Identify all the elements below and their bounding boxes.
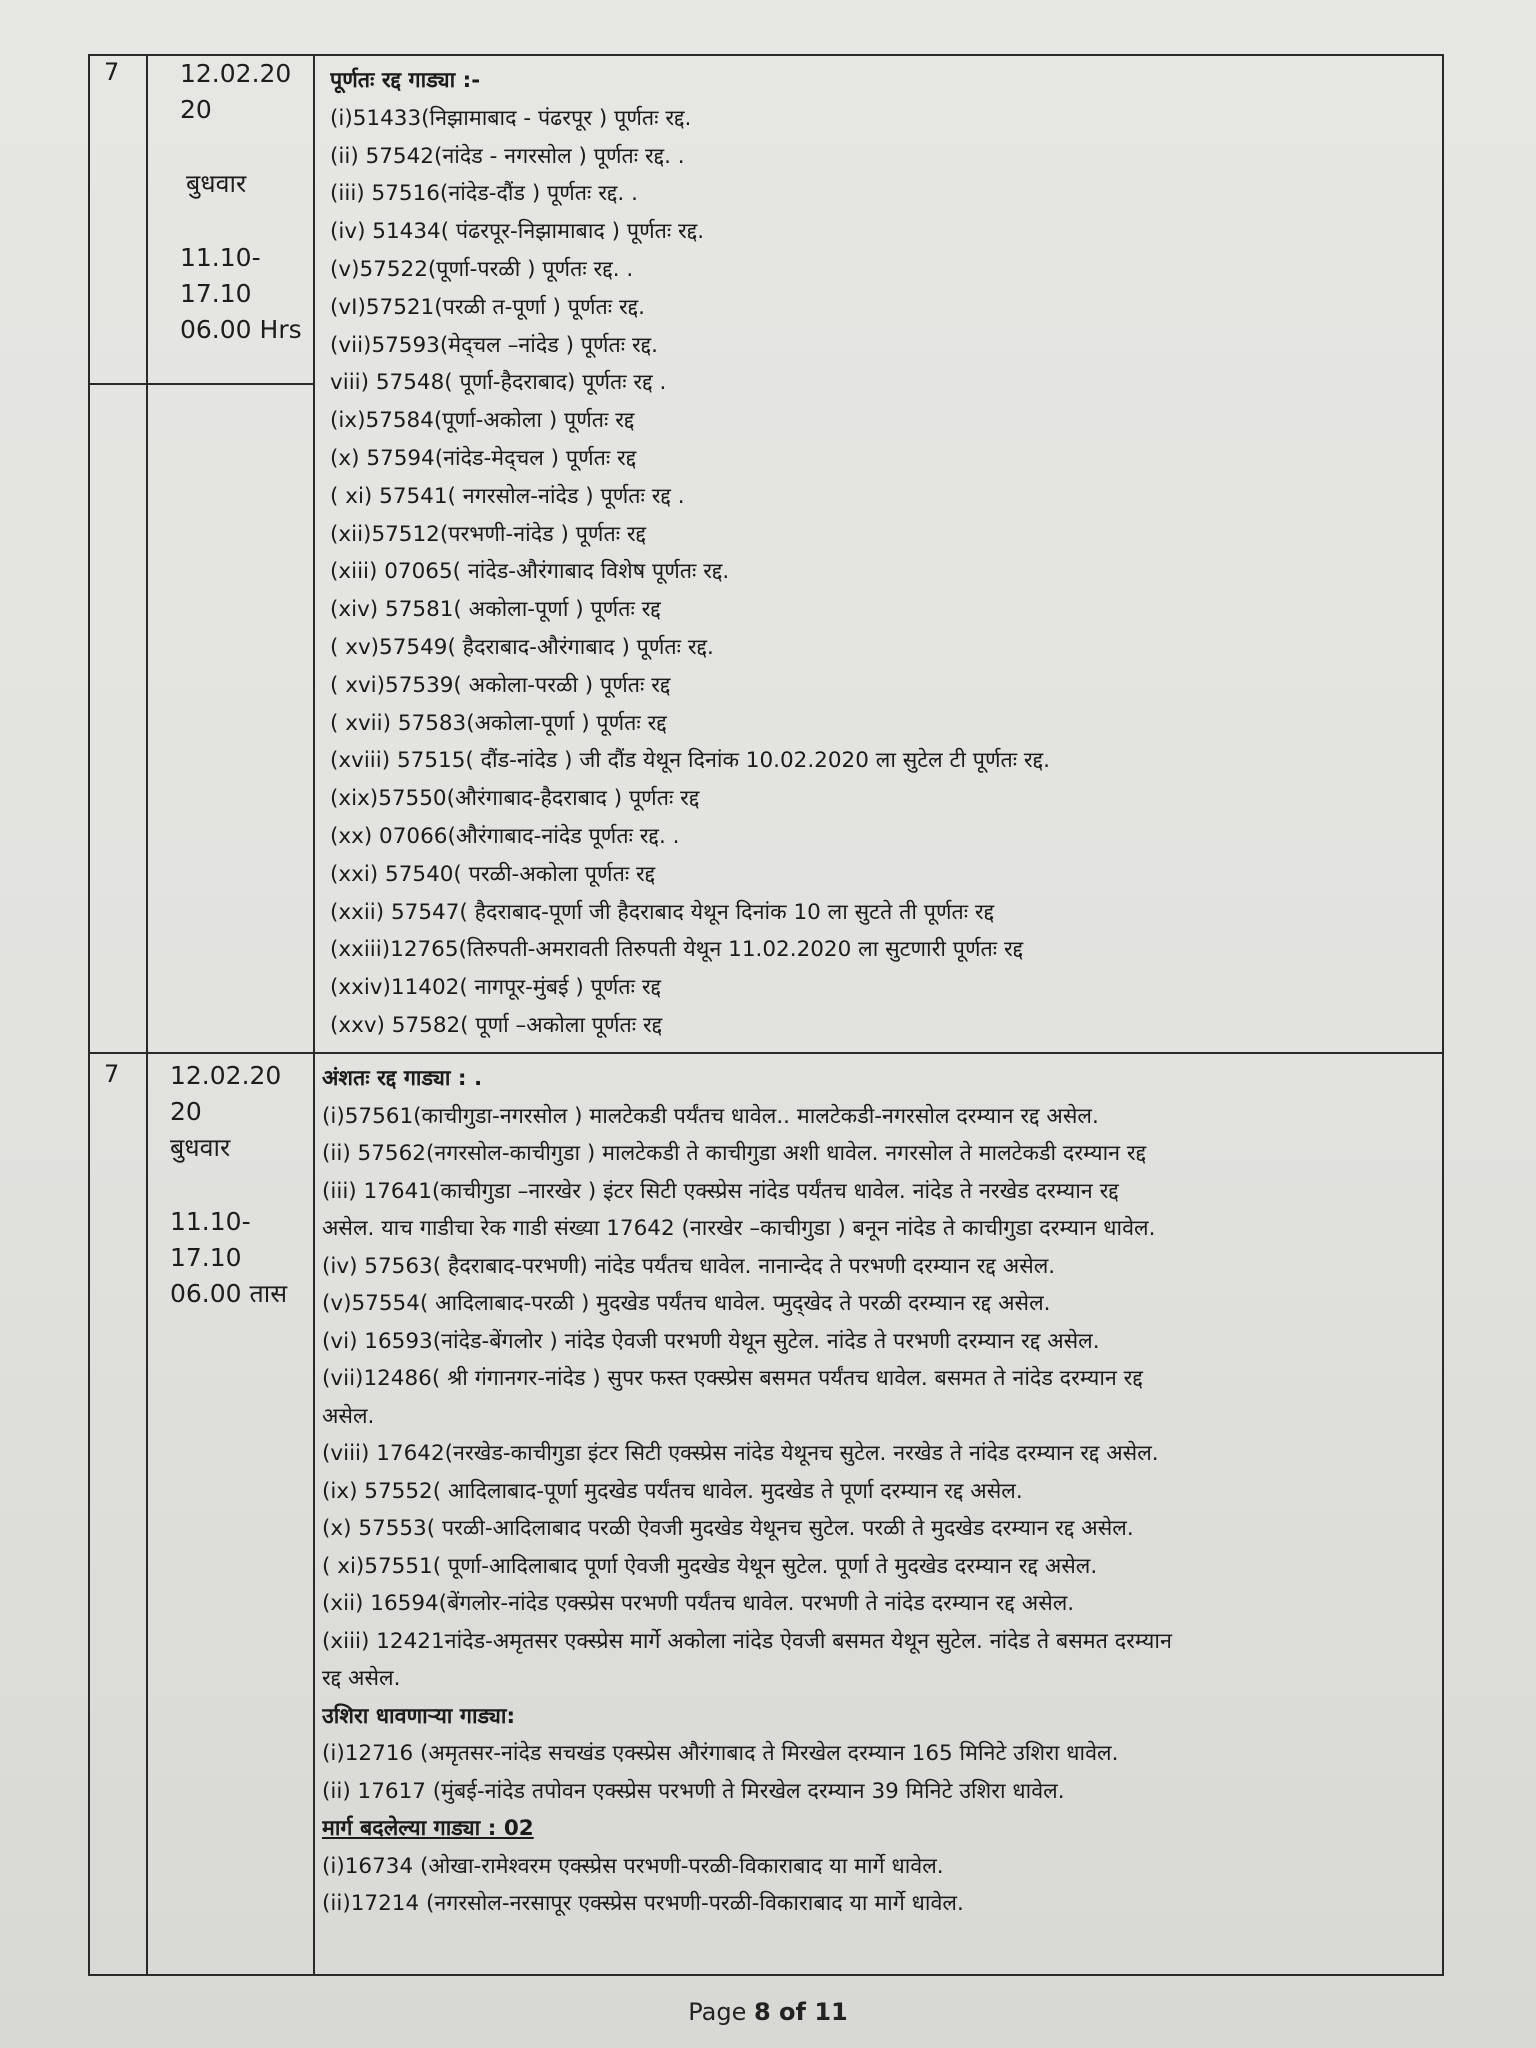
footer-middle: of [770,1998,815,2026]
partial-cancel-item: (iii) 17641(काचीगुडा –नारखेर ) इंटर सिटी एक्स्प्रेस नांदेड पर्यंतच धावेल. नांदेड ते नरखेड दरम्यान रद्द [322,1178,1119,1204]
partial-cancel-item: असेल. याच गाडीचा रेक गाडी संख्या 17642 (नारखेर –काचीगुडा ) बनून नांदेड ते काचीगुडा दरम्यान धावेल. [322,1216,1156,1241]
cancelled-train-item: (xii)57512(परभणी-नांदेड ) पूर्णतः रद्द [330,521,647,547]
cancelled-train-item: (iii) 57516(नांदेड-दौंड ) पूर्णतः रद्द. . [330,181,638,207]
partial-cancel-item: (ii) 57562(नगरसोल-काचीगुडा ) मालटेकडी ते काचीगुडा अशी धावेल. नगरसोल ते मालटेकडी दरम्यान रद्द [322,1141,1147,1166]
column-divider-1 [146,56,148,1974]
cancelled-train-item: (xxii) 57547( हैदराबाद-पूर्णा जी हैदराबाद येथून दिनांक 10 ला सुटते ती पूर्णतः रद्द [330,899,995,925]
row-divider [90,1052,1442,1054]
partial-cancel-item: (vii)12486( श्री गंगानगर-नांदेड ) सुपर फस्त एक्स्प्रेस बसमत पर्यंतच धावेल. बसमत ते नांदेड दरम्यान रद्द [322,1366,1143,1391]
partial-cancel-item: रद्द असेल. [322,1666,401,1691]
cancelled-train-item: (xxiv)11402( नागपूर-मुंबई ) पूर्णतः रद्द [330,975,662,1001]
time-line: 06.00 Hrs [180,315,302,344]
cancelled-train-item: (xiv) 57581( अकोला-पूर्णा ) पूर्णतः रद्द [330,597,661,623]
weekday: बुधवार [170,1133,231,1162]
date-cell-divider [90,383,313,385]
late-trains-heading: उशिरा धावणाऱ्या गाड्या: [322,1703,516,1729]
partial-cancel-item: असेल. [322,1403,375,1429]
partial-cancel-item: (v)57554( आदिलाबाद-परळी ) मुदखेड पर्यंतच धावेल. प्मुद्खेद ते परळी दरम्यान रद्द असेल. [322,1291,1051,1316]
cancelled-train-item: ( xvi)57539( अकोला-परळी ) पूर्णतः रद्द [330,672,671,698]
section-heading: पूर्णतः रद्द गाड्या :- [330,68,481,93]
partial-cancel-item: (iv) 57563( हैदराबाद-परभणी) नांदेड पर्यंतच धावेल. नानान्देद ते परभणी दरम्यान रद्द असेल. [322,1253,1056,1279]
cancelled-train-item: ( xv)57549( हैदराबाद-औरंगाबाद ) पूर्णतः रद्द. [330,634,714,660]
partial-cancel-item: (viii) 17642(नरखेड-काचीगुडा इंटर सिटी एक्स्प्रेस नांदेड येथूनच सुटेल. नरखेड ते नांदेड दरम्यान रद्द असेल. [322,1441,1159,1466]
cancelled-train-item: viii) 57548( पूर्णा-हैदराबाद) पूर्णतः रद्द . [330,370,667,396]
cancelled-train-item: (x) 57594(नांदेड-मेद्चल ) पूर्णतः रद्द [330,445,637,471]
time-line: 17.10 [170,1243,242,1272]
fully-cancelled-section [330,62,1434,1045]
cancelled-train-item: (vI)57521(परळी त-पूर्णा ) पूर्णतः रद्द. [330,294,645,320]
time-line: 17.10 [180,279,252,308]
date-spacer [170,1166,287,1204]
partial-cancel-item: (vi) 16593(नांदेड-बेंगलोर ) नांदेड ऐवजी परभणी येथून सुटेल. नांदेड ते परभणी दरम्यान रद्द असेल. [322,1328,1100,1354]
serial-number-1: 7 [104,58,120,86]
column-divider-2 [313,56,315,1974]
cancelled-train-item: (ix)57584(पूर्णा-अकोला ) पूर्णतः रद्द [330,408,635,434]
late-train-item: (i)12716 (अमृतसर-नांदेड सचखंड एक्स्प्रेस औरंगाबाद ते मिरखेल दरम्यान 165 मिनिटे उशिरा धावेल. [322,1741,1119,1766]
date-line: 12.02.20 [170,1061,282,1090]
date-line: 20 [180,95,212,124]
cancelled-train-item: (xiii) 07065( नांदेड-औरंगाबाद विशेष पूर्णतः रद्द. [330,559,730,585]
cancelled-train-item: (xxiii)12765(तिरुपती-अमरावती तिरुपती येथून 11.02.2020 ला सुटणारी पूर्णतः रद्द [330,937,1024,963]
cancelled-train-item: (vii)57593(मेद्चल –नांदेड ) पूर्णतः रद्द. [330,332,659,358]
partial-cancel-item: (xii) 16594(बेंगलोर-नांदेड एक्स्प्रेस परभणी पर्यंतच धावेल. परभणी ते नांदेड दरम्यान रद्द असेल. [322,1591,1075,1616]
cancelled-train-item: (ii) 57542(नांदेड - नगरसोल ) पूर्णतः रद्द. . [330,143,685,169]
time-line: 11.10- [170,1207,251,1236]
schedule-table [88,54,1444,1976]
cancelled-train-item: (i)51433(निझामाबाद - पंढरपूर ) पूर्णतः रद्द. [330,105,692,131]
partial-cancel-item: (i)57561(काचीगुडा-नगरसोल ) मालटेकडी पर्यंतच धावेल.. मालटेकडी-नगरसोल दरम्यान रद्द असेल. [322,1103,1099,1129]
partial-cancel-item: (x) 57553( परळी-आदिलाबाद परळी ऐवजी मुदखेड येथूनच सुटेल. परळी ते मुदखेड दरम्यान रद्द असेल. [322,1516,1134,1541]
weekday: बुधवार [186,169,247,198]
diverted-trains-list [322,1848,1426,1923]
partially-cancelled-list [322,1098,1426,1698]
cancelled-train-item: (xix)57550(औरंगाबाद-हैदराबाद ) पूर्णतः रद्द [330,786,700,812]
cancelled-train-item: (xviii) 57515( दौंड-नांदेड ) जी दौंड येथून दिनांक 10.02.2020 ला सुटेल टी पूर्णतः रद्द. [330,748,1050,774]
date-block-1 [180,56,302,348]
cancelled-train-item: (iv) 51434( पंढरपूर-निझामाबाद ) पूर्णतः रद्द. [330,219,705,245]
diverted-train-item: (i)16734 (ओखा-रामेश्वरम एक्स्प्रेस परभणी-परळी-विकाराबाद या मार्गे धावेल. [322,1853,944,1879]
date-spacer [180,202,302,240]
date-line: 12.02.20 [180,59,292,88]
cancelled-train-item: (xxi) 57540( परळी-अकोला पूर्णतः रद्द [330,861,656,887]
current-page-number: 8 [753,1998,771,2026]
partial-cancel-item: ( xi)57551( पूर्णा-आदिलाबाद पूर्णा ऐवजी मुदखेड येथून सुटेल. पूर्णा ते मुदखेड दरम्यान रद्द असेल. [322,1553,1098,1579]
cancelled-train-item: ( xi) 57541( नगरसोल-नांदेड ) पूर्णतः रद्द . [330,483,685,509]
date-block-2 [170,1058,287,1312]
section-heading: अंशतः रद्द गाड्या : . [322,1066,483,1091]
cancelled-train-item: (xxv) 57582( पूर्णा –अकोला पूर्णतः रद्द [330,1012,663,1038]
diverted-train-item: (ii)17214 (नगरसोल-नरसापूर एक्स्प्रेस परभणी-परळी-विकाराबाद या मार्गे धावेल. [322,1891,964,1916]
cancelled-train-item: (v)57522(पूर्णा-परळी ) पूर्णतः रद्द. . [330,256,634,282]
partial-cancel-item: (xiii) 12421नांदेड-अमृतसर एक्स्प्रेस मार्गे अकोला नांदेड ऐवजी बसमत येथून सुटेल. नांदेड ते बसमत दरम्यान [322,1628,1172,1654]
total-pages: 11 [814,1998,848,2026]
late-trains-list [322,1735,1426,1810]
cancelled-train-item: (xx) 07066(औरंगाबाद-नांदेड पूर्णतः रद्द. . [330,823,680,849]
date-line: 20 [170,1097,202,1126]
page-footer [0,1998,1536,2026]
partially-cancelled-section [322,1060,1426,1923]
date-spacer [180,128,302,166]
serial-number-2: 7 [104,1060,120,1088]
diverted-trains-heading: मार्ग बदलेल्या गाड्या : 02 [322,1816,534,1841]
partial-cancel-item: (ix) 57552( आदिलाबाद-पूर्णा मुदखेड पर्यंतच धावेल. मुदखेड ते पूर्णा दरम्यान रद्द असेल. [322,1478,1023,1504]
cancelled-train-item: ( xvii) 57583(अकोला-पूर्णा ) पूर्णतः रद्द [330,710,667,736]
late-train-item: (ii) 17617 (मुंबई-नांदेड तपोवन एक्स्प्रेस परभणी ते मिरखेल दरम्यान 39 मिनिटे उशिरा धावेल. [322,1778,1065,1804]
footer-prefix: Page [688,1998,754,2026]
time-line: 11.10- [180,243,261,272]
fully-cancelled-list [330,100,1434,1045]
time-line: 06.00 तास [170,1279,288,1308]
